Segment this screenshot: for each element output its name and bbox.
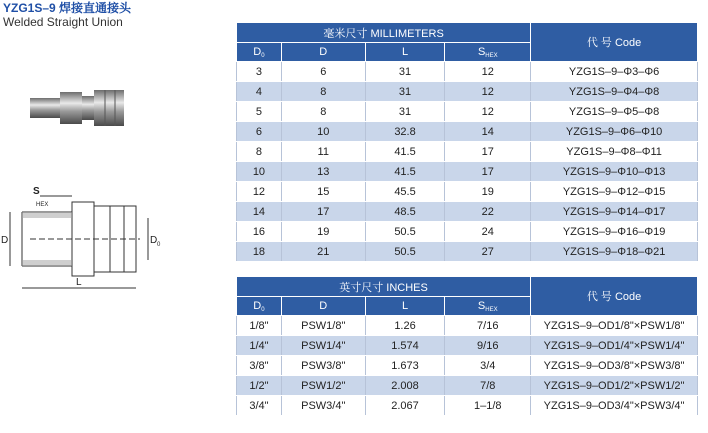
table-row xyxy=(237,122,698,142)
mm-code-header: 代 号 Code xyxy=(531,23,698,62)
table-cell: 3/4 xyxy=(445,356,531,376)
table-cell: PSW3/8" xyxy=(281,356,365,376)
drawing-s-label: S xyxy=(33,186,40,197)
table-cell: 31 xyxy=(365,102,445,122)
table-cell: 45.5 xyxy=(365,182,445,202)
mm-group-header: 毫米尺寸 MILLIMETERS xyxy=(237,23,531,43)
drawing-d0-sub: 0 xyxy=(157,242,161,248)
table-cell: 18 xyxy=(237,242,282,262)
table-row xyxy=(237,336,698,356)
table-cell: 17 xyxy=(445,162,531,182)
table-cell: 3/8" xyxy=(237,356,282,376)
page-subtitle: Welded Straight Union xyxy=(3,15,123,29)
table-cell: PSW1/2" xyxy=(281,376,365,396)
table-cell: 31 xyxy=(365,62,445,82)
table-cell: 41.5 xyxy=(365,142,445,162)
table-cell: 12 xyxy=(445,82,531,102)
table-cell: YZG1S–9–Φ3–Φ6 xyxy=(531,62,698,82)
table-cell: 10 xyxy=(237,162,282,182)
table-row xyxy=(237,182,698,202)
table-cell: 6 xyxy=(237,122,282,142)
drawing-l-label: L xyxy=(76,277,82,288)
table-cell: YZG1S–9–OD1/8"×PSW1/8" xyxy=(531,316,698,336)
page-title: YZG1S–9 焊接直通接头 xyxy=(3,1,132,15)
table-cell: 1.574 xyxy=(365,336,445,356)
table-row xyxy=(237,82,698,102)
table-cell: 19 xyxy=(445,182,531,202)
table-row xyxy=(237,376,698,396)
table-row xyxy=(237,102,698,122)
table-cell: 14 xyxy=(237,202,282,222)
table-cell: 3/4" xyxy=(237,396,282,416)
table-cell: 2.067 xyxy=(365,396,445,416)
table-cell: 22 xyxy=(445,202,531,222)
table-cell: 2.008 xyxy=(365,376,445,396)
table-row xyxy=(237,162,698,182)
table-cell: 16 xyxy=(237,222,282,242)
table-cell: 6 xyxy=(281,62,365,82)
inch-col-d: D xyxy=(281,297,365,316)
table-cell: YZG1S–9–Φ18–Φ21 xyxy=(531,242,698,262)
table-cell: 10 xyxy=(281,122,365,142)
table-cell: 1/2" xyxy=(237,376,282,396)
table-cell: 12 xyxy=(445,102,531,122)
table-cell: 24 xyxy=(445,222,531,242)
table-cell: 41.5 xyxy=(365,162,445,182)
drawing-d0-label: D xyxy=(150,235,158,246)
table-cell: 8 xyxy=(281,102,365,122)
table-cell: 12 xyxy=(237,182,282,202)
mm-col-s: $S_{HEX}$ xyxy=(445,43,531,62)
table-row xyxy=(237,242,698,262)
mm-col-l: L xyxy=(365,43,445,62)
mm-col-d: D xyxy=(281,43,365,62)
table-cell: 9/16 xyxy=(445,336,531,356)
table-cell: PSW1/8" xyxy=(281,316,365,336)
table-cell: YZG1S–9–Φ4–Φ8 xyxy=(531,82,698,102)
inch-col-s: $S_{HEX}$ xyxy=(445,297,531,316)
table-row xyxy=(237,202,698,222)
inch-code-header: 代 号 Code xyxy=(531,277,698,316)
table-cell: 31 xyxy=(365,82,445,102)
table-cell: 27 xyxy=(445,242,531,262)
table-cell: YZG1S–9–Φ6–Φ10 xyxy=(531,122,698,142)
table-cell: 5 xyxy=(237,102,282,122)
mm-col-d0: $D_0$ xyxy=(237,43,282,62)
table-cell: YZG1S–9–Φ8–Φ11 xyxy=(531,142,698,162)
table-cell: 1.673 xyxy=(365,356,445,376)
inch-group-header: 英寸尺寸 INCHES xyxy=(237,277,531,297)
table-cell: YZG1S–9–Φ14–Φ17 xyxy=(531,202,698,222)
inch-col-d0: $D_0$ xyxy=(237,297,282,316)
table-row xyxy=(237,142,698,162)
table-cell: 4 xyxy=(237,82,282,102)
table-cell: YZG1S–9–Φ10–Φ13 xyxy=(531,162,698,182)
table-cell: 12 xyxy=(445,62,531,82)
table-cell: YZG1S–9–OD3/4"×PSW3/4" xyxy=(531,396,698,416)
table-cell: 17 xyxy=(445,142,531,162)
table-cell: 50.5 xyxy=(365,242,445,262)
table-cell: 13 xyxy=(281,162,365,182)
table-cell: YZG1S–9–Φ12–Φ15 xyxy=(531,182,698,202)
drawing-hex-label: HEX xyxy=(36,202,49,208)
table-row xyxy=(237,62,698,82)
table-row xyxy=(237,396,698,416)
table-cell: YZG1S–9–OD1/2"×PSW1/2" xyxy=(531,376,698,396)
table-cell: 7/8 xyxy=(445,376,531,396)
table-cell: 15 xyxy=(281,182,365,202)
table-cell: 50.5 xyxy=(365,222,445,242)
table-cell: 8 xyxy=(237,142,282,162)
table-cell: YZG1S–9–OD3/8"×PSW3/8" xyxy=(531,356,698,376)
table-cell: 1–1/8 xyxy=(445,396,531,416)
table-cell: 3 xyxy=(237,62,282,82)
table-row xyxy=(237,356,698,376)
table-cell: 14 xyxy=(445,122,531,142)
table-cell: 21 xyxy=(281,242,365,262)
table-row xyxy=(237,222,698,242)
table-cell: YZG1S–9–Φ16–Φ19 xyxy=(531,222,698,242)
inch-table xyxy=(236,276,698,416)
table-cell: YZG1S–9–Φ5–Φ8 xyxy=(531,102,698,122)
table-cell: PSW1/4" xyxy=(281,336,365,356)
millimeter-table xyxy=(236,22,698,262)
table-cell: 32.8 xyxy=(365,122,445,142)
drawing-d-label: D xyxy=(1,235,9,246)
inch-col-l: L xyxy=(365,297,445,316)
table-cell: 7/16 xyxy=(445,316,531,336)
table-cell: 1/8" xyxy=(237,316,282,336)
table-cell: 1.26 xyxy=(365,316,445,336)
table-cell: YZG1S–9–OD1/4"×PSW1/4" xyxy=(531,336,698,356)
table-cell: 17 xyxy=(281,202,365,222)
table-cell: 19 xyxy=(281,222,365,242)
table-cell: PSW3/4" xyxy=(281,396,365,416)
table-row xyxy=(237,316,698,336)
table-cell: 48.5 xyxy=(365,202,445,222)
fitting-drawing xyxy=(0,182,180,297)
table-cell: 11 xyxy=(281,142,365,162)
fitting-photo xyxy=(20,78,140,140)
table-cell: 8 xyxy=(281,82,365,102)
table-cell: 1/4" xyxy=(237,336,282,356)
